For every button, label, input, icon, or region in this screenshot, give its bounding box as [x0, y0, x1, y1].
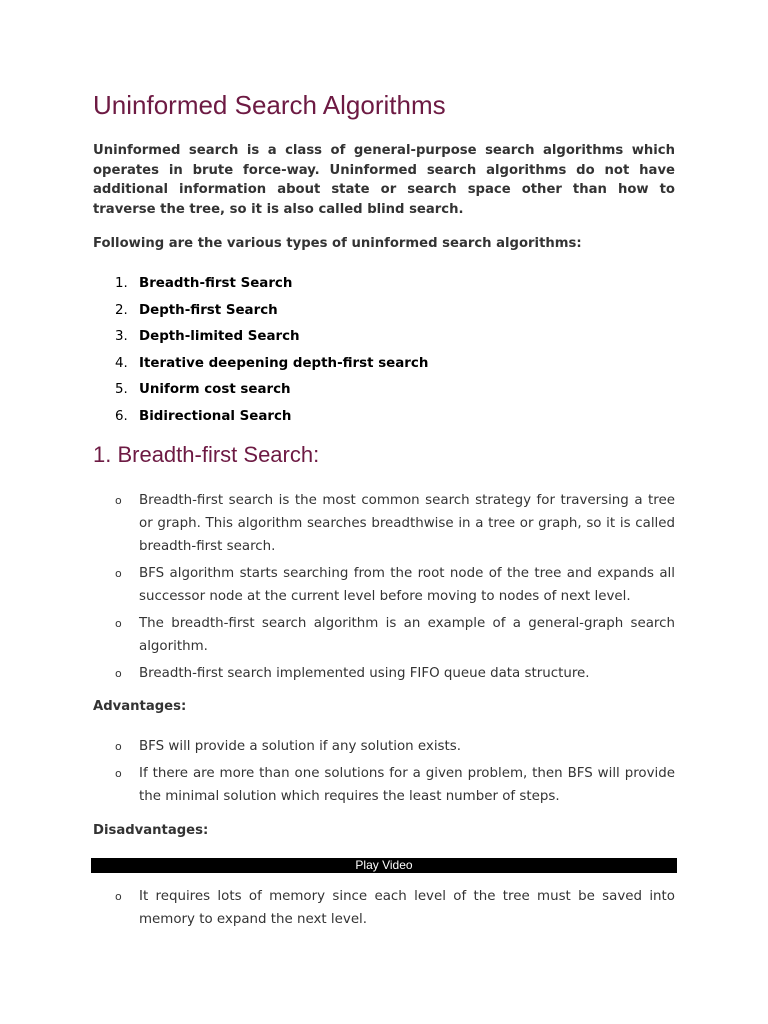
list-item	[93, 735, 675, 758]
bullet-marker: o	[115, 494, 122, 507]
list-item	[93, 885, 675, 931]
bullet-marker: o	[115, 567, 122, 580]
list-label: Depth-first Search	[139, 302, 278, 318]
bullet-text: BFS algorithm starts searching from the root node of the tree and expands all successor node at the current level before moving to nodes of next level.	[139, 566, 675, 604]
list-label: Depth-limited Search	[139, 329, 300, 344]
list-label: Bidirectional Search	[139, 408, 292, 424]
bullet-marker: o	[115, 740, 122, 753]
list-number: 6.	[115, 408, 128, 424]
bullet-text: It requires lots of memory since each level of the tree must be saved into memory to expand the next level.	[139, 889, 675, 927]
list-number: 1.	[115, 276, 128, 291]
bullet-text: If there are more than one solutions for a given problem, then BFS will provide the minimal solution which requires the least number of steps.	[139, 766, 675, 804]
list-item	[93, 762, 675, 808]
list-number: 4.	[115, 355, 128, 371]
bfs-points-list	[93, 489, 675, 689]
bullet-marker: o	[115, 767, 122, 780]
list-number: 5.	[115, 382, 128, 397]
bullet-text: The breadth-first search algorithm is an example of a general-graph search algorithm.	[139, 616, 675, 654]
advantages-heading: Advantages:	[93, 699, 187, 714]
list-label: Breadth-first Search	[139, 276, 293, 291]
list-item	[93, 489, 675, 558]
list-item	[93, 562, 675, 608]
list-label: Uniform cost search	[139, 382, 291, 397]
list-number: 3.	[115, 329, 128, 344]
disadvantages-heading: Disadvantages:	[93, 823, 209, 838]
list-label: Iterative deepening depth-first search	[139, 355, 429, 371]
intro-paragraph: Uninformed search is a class of general-purpose search algorithms which operates in brute force-way. Uninformed search algorithms do not have additional information about state or search space other than how to traverse the tree, so it is also called blind search.	[93, 143, 675, 217]
bullet-marker: o	[115, 890, 122, 903]
play-video-button[interactable]: Play Video	[91, 858, 677, 873]
section-heading-bfs: 1. Breadth-first Search:	[93, 442, 320, 467]
advantages-list	[93, 735, 675, 812]
bullet-text: Breadth-first search is the most common search strategy for traversing a tree or graph. This algorithm searches breadthwise in a tree or graph, so it is called breadth-first search.	[139, 493, 675, 554]
list-number: 2.	[115, 302, 128, 318]
bullet-text: Breadth-first search implemented using FIFO queue data structure.	[139, 666, 590, 681]
list-item	[93, 662, 675, 685]
bullet-marker: o	[115, 617, 122, 630]
bullet-marker: o	[115, 667, 122, 680]
list-item	[93, 612, 675, 658]
page-title: Uninformed Search Algorithms	[93, 90, 446, 120]
types-intro: Following are the various types of uninformed search algorithms:	[93, 236, 582, 251]
bullet-text: BFS will provide a solution if any solution exists.	[139, 739, 462, 754]
disadvantages-list	[93, 885, 675, 935]
